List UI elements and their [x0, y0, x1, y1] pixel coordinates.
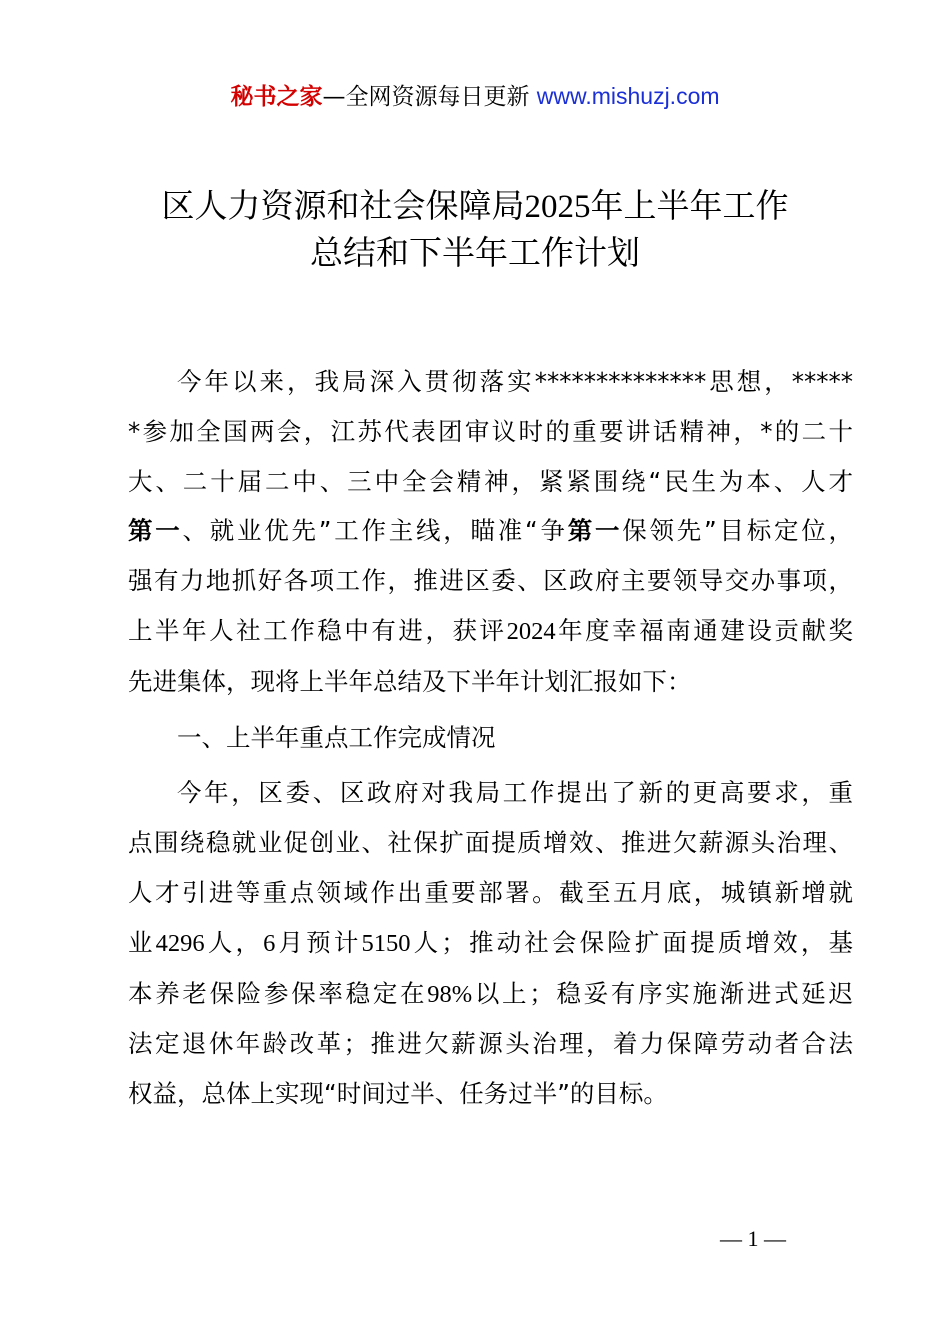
paragraph-line: 法定退休年龄改革；推进欠薪源头治理，着力保障劳动者合法: [128, 1029, 853, 1059]
document-body: [128, 357, 853, 1119]
paragraph-line: 今年以来，我局深入贯彻落实**************思想，*****: [177, 367, 853, 396]
title-line-2: 总结和下半年工作计划: [310, 233, 640, 272]
paragraph-line: *参加全国两会，江苏代表团审议时的重要讲话精神，*的二十: [128, 416, 853, 446]
paragraph-line: 今年，区委、区政府对我局工作提出了新的更高要求，重: [177, 778, 853, 808]
paragraph-line: 本养老保险参保率稳定在98%以上；稳妥有序实施渐进式延迟: [128, 978, 853, 1008]
paragraph-line: 权益，总体上实现“时间过半、任务过半”的目标。: [128, 1079, 668, 1109]
site-banner: [0, 80, 950, 113]
paragraph-line: 点围绕稳就业促创业、社保扩面提质增效、推进欠薪源头治理、: [128, 828, 853, 858]
page-number: — 1 —: [720, 1226, 786, 1251]
site-tagline: —全网资源每日更新: [322, 84, 530, 110]
paragraph-line: 先进集体，现将上半年总结及下半年计划汇报如下：: [128, 666, 692, 696]
brand-name: 秘书之家: [230, 84, 323, 110]
bold-emphasis: 第一: [128, 516, 183, 546]
paragraph-line: 强有力地抓好各项工作，推进区委、区政府主要领导交办事项，: [128, 566, 853, 596]
paragraph-line: 业4296人，6月预计5150人；推动社会保险扩面提质增效，基: [128, 927, 853, 957]
paragraph-line: 第一、就业优先”工作主线，瞄准“争第一保领先”目标定位，: [128, 516, 854, 546]
document-title: [0, 183, 950, 276]
title-line-1: 区人力资源和社会保障局2025年上半年工作: [161, 186, 789, 225]
paragraph-line: 人才引进等重点领域作出重要部署。截至五月底，城镇新增就: [128, 877, 853, 907]
bold-emphasis: 第一: [567, 516, 623, 546]
paragraph-line: 上半年人社工作稳中有进，获评2024年度幸福南通建设贡献奖: [128, 615, 854, 645]
site-url-link[interactable]: www.mishuzj.com: [536, 83, 720, 109]
paragraph-summary: [128, 768, 853, 1119]
paragraph-intro: [128, 357, 853, 707]
paragraph-line: 大、二十届二中、三中全会精神，紧紧围绕“民生为本、人才: [128, 466, 853, 496]
section-heading: 一、上半年重点工作完成情况: [177, 722, 496, 752]
